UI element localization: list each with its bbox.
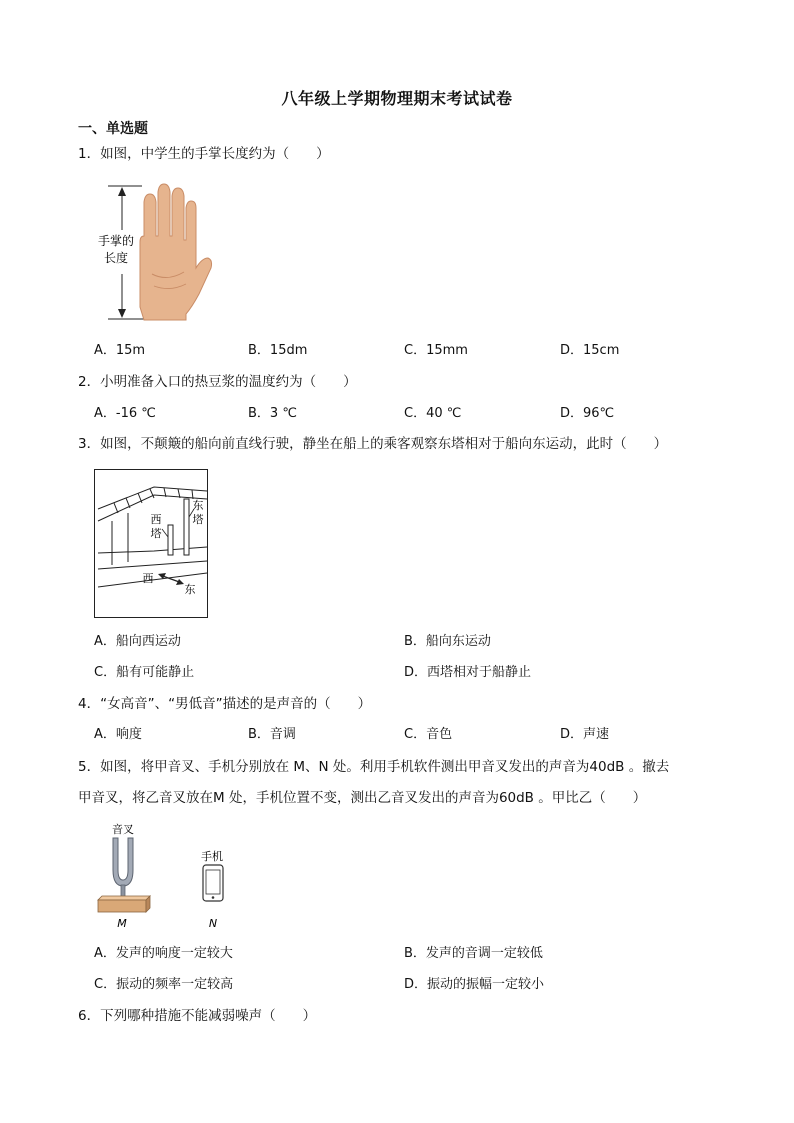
phone-icon	[203, 865, 223, 901]
q5-option-b[interactable]: B．发声的音调一定较低	[404, 946, 543, 961]
q3-option-d[interactable]: D．西塔相对于船静止	[404, 665, 532, 680]
hand-length-label-2: 长度	[103, 251, 129, 265]
point-n-label: N	[208, 917, 218, 930]
question-5-stem-line-1: 5．如图，将甲音叉、手机分别放在 M、N 处。利用手机软件测出甲音叉发出的声音为40dB 。撤去	[78, 759, 670, 775]
tuning-fork-label: 音叉	[112, 823, 134, 836]
q2-option-a[interactable]: A．-16 ℃	[94, 406, 156, 421]
east-tower-label-2: 塔	[192, 513, 204, 526]
west-tower-label-1: 西	[150, 513, 162, 526]
q4-option-a[interactable]: A．响度	[94, 727, 142, 742]
q4-option-c[interactable]: C．音色	[404, 727, 453, 742]
tuning-fork-icon	[113, 838, 133, 899]
wooden-base	[98, 896, 150, 912]
hand-image	[140, 184, 212, 320]
q2-option-b[interactable]: B．3 ℃	[248, 406, 297, 421]
q5-option-a[interactable]: A．发声的响度一定较大	[94, 946, 233, 961]
q1-option-d[interactable]: D．15cm	[560, 343, 620, 358]
section-heading: 一、单选题	[78, 121, 148, 137]
question-4-stem: 4．“女高音”、“男低音”描述的是声音的（ ）	[78, 696, 372, 712]
q1-option-a[interactable]: A．15m	[94, 343, 146, 358]
point-m-label: M	[117, 917, 127, 930]
q2-option-c[interactable]: C．40 ℃	[404, 406, 462, 421]
ship-towers-figure	[94, 469, 208, 619]
q4-option-d[interactable]: D．声速	[560, 727, 610, 742]
q5-option-d[interactable]: D．振动的振幅一定较小	[404, 977, 545, 992]
east-tower	[184, 499, 189, 555]
q3-option-c[interactable]: C．船有可能静止	[94, 665, 195, 680]
question-5-stem-line-2: 甲音叉，将乙音叉放在M 处，手机位置不变，测出乙音叉发出的声音为60dB 。甲比乙（ ）	[78, 790, 647, 806]
east-tower-label-1: 东	[192, 499, 204, 512]
east-label: 东	[184, 583, 196, 596]
q5-option-c[interactable]: C．振动的频率一定较高	[94, 977, 234, 992]
q2-option-d[interactable]: D．96℃	[560, 406, 615, 421]
hand-length-label-1: 手掌的	[97, 234, 135, 248]
west-label: 西	[142, 572, 154, 585]
q3-option-b[interactable]: B．船向东运动	[404, 634, 491, 649]
hand-length-figure	[92, 182, 224, 327]
tuning-fork-phone-figure	[94, 820, 234, 932]
question-1-stem: 1．如图，中学生的手掌长度约为（ ）	[78, 146, 330, 162]
q1-option-c[interactable]: C．15mm	[404, 343, 468, 358]
question-2-stem: 2．小明准备入口的热豆浆的温度约为（ ）	[78, 374, 357, 390]
west-tower	[168, 525, 173, 555]
q3-option-a[interactable]: A．船向西运动	[94, 634, 181, 649]
question-3-stem: 3．如图，不颠簸的船向前直线行驶，静坐在船上的乘客观察东塔相对于船向东运动，此时（ ）	[78, 436, 668, 452]
q1-option-b[interactable]: B．15dm	[248, 343, 308, 358]
q4-option-b[interactable]: B．音调	[248, 727, 296, 742]
page-title: 八年级上学期物理期末考试试卷	[281, 89, 513, 108]
west-tower-label-2: 塔	[150, 527, 162, 540]
question-6-stem: 6．下列哪种措施不能减弱噪声（ ）	[78, 1008, 317, 1024]
phone-label: 手机	[201, 850, 223, 863]
